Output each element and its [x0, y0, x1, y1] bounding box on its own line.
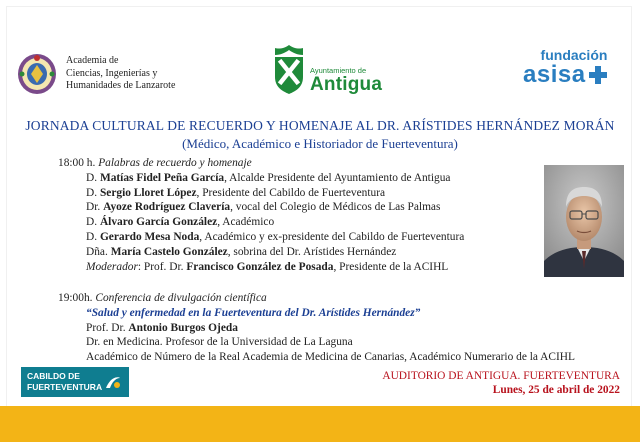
speaker-row: Dr. Ayoze Rodríguez Clavería, vocal del Colegio de Médicos de Las Palmas — [86, 201, 441, 214]
speaker-row: D. Álvaro García González, Académico — [86, 216, 275, 229]
speaker-row: D. Gerardo Mesa Noda, Académico y ex-presidente del Cabildo de Fuerteventura — [86, 230, 465, 243]
ayuntamiento-label: Ayuntamiento de — [310, 66, 367, 75]
speaker-role: , Alcalde Presidente del Ayuntamiento de Antigua — [224, 171, 451, 184]
speaker-role: , vocal del Colegio de Médicos de Las Palmas — [230, 201, 441, 214]
antigua-shield-icon — [272, 43, 306, 95]
speaker-row: D. Sergio Lloret López, Presidente del Cabildo de Fuerteventura — [86, 186, 386, 199]
moderator-label: Moderador — [86, 260, 138, 273]
speaker-name: Gerardo Mesa Noda — [99, 230, 200, 243]
session-homage — [58, 156, 464, 274]
speaker-name: Matías Fidel Peña García — [99, 171, 225, 184]
speaker-role: , Académico — [217, 216, 275, 229]
speaker-row: Prof. Dr. Antonio Burgos Ojeda — [86, 321, 238, 334]
speaker-name: Sergio Lloret López — [99, 186, 197, 199]
academia-line: Ciencias, Ingenierías y — [66, 67, 158, 79]
academia-name — [66, 55, 175, 93]
asisa-row — [523, 63, 625, 87]
session-time: 19:00h. — [58, 292, 93, 304]
venue-name: AUDITORIO DE ANTIGUA. FUERTEVENTURA — [382, 370, 620, 382]
speaker-role: , Académico y ex-presidente del Cabildo de Fuerteventura — [199, 230, 465, 243]
speaker-name: Álvaro García González — [99, 216, 218, 229]
venue-info — [382, 369, 620, 397]
event-title: JORNADA CULTURAL DE RECUERDO Y HOMENAJE AL DR. ARÍSTIDES HERNÁNDEZ MORÁN — [25, 118, 615, 133]
session-conference — [58, 291, 575, 365]
antigua-caption — [310, 67, 382, 95]
footer-bar — [0, 406, 640, 442]
antigua-logo — [272, 43, 384, 103]
moderator-row: Moderador: Prof. Dr. Francisco González de Posada, Presidente de la ACIHL — [86, 260, 449, 273]
session-heading — [58, 156, 464, 171]
asisa-logo — [523, 48, 625, 88]
session-heading — [58, 291, 575, 306]
cabildo-mark-icon — [103, 372, 123, 392]
event-date: Lunes, 25 de abril de 2022 — [492, 384, 620, 396]
antigua-wordmark: Antigua — [310, 74, 383, 95]
session-label: Conferencia de divulgación científica — [95, 292, 267, 304]
speaker-name: Ayoze Rodríguez Clavería — [103, 201, 231, 214]
academia-line: Humanidades de Lanzarote — [66, 80, 176, 91]
portrait-photo — [544, 165, 624, 277]
speaker-bio: Académico de Número de la Real Academia de Medicina de Canarias, Académico Numerario de la ACIHL — [86, 351, 575, 364]
moderator-role: , Presidente de la ACIHL — [333, 260, 449, 273]
moderator-name: Francisco González de Posada — [186, 260, 334, 273]
cabildo-logo — [21, 367, 129, 397]
speaker-role: , sobrina del Dr. Arístides Hernández — [227, 245, 397, 258]
speaker-role: , Presidente del Cabildo de Fuerteventura — [196, 186, 386, 199]
academia-crest-icon — [16, 52, 58, 96]
speaker-name: María Castelo González — [110, 245, 228, 258]
fundacion-label: fundación — [540, 47, 608, 63]
academia-line: Academia de — [66, 55, 119, 66]
asisa-plus-icon — [588, 65, 608, 85]
cabildo-wordmark: CABILDO DE FUERTEVENTURA — [27, 371, 103, 392]
event-subtitle: (Médico, Académico e Historiador de Fuerteventura) — [182, 136, 458, 151]
session-label: Palabras de recuerdo y homenaje — [98, 157, 252, 169]
speaker-row: D. Matías Fidel Peña García, Alcalde Presidente del Ayuntamiento de Antigua — [86, 171, 451, 184]
speaker-name: Antonio Burgos Ojeda — [128, 321, 238, 334]
speaker-row: Dña. María Castelo González, sobrina del Dr. Arístides Hernández — [86, 245, 397, 258]
session-time: 18:00 h. — [58, 157, 96, 169]
speaker-bio: Dr. en Medicina. Profesor de la Universidad de La Laguna — [86, 336, 353, 349]
talk-title: “Salud y enfermedad en la Fuerteventura del Dr. Arístides Hernández” — [86, 306, 421, 319]
asisa-wordmark: asisa — [523, 61, 586, 88]
